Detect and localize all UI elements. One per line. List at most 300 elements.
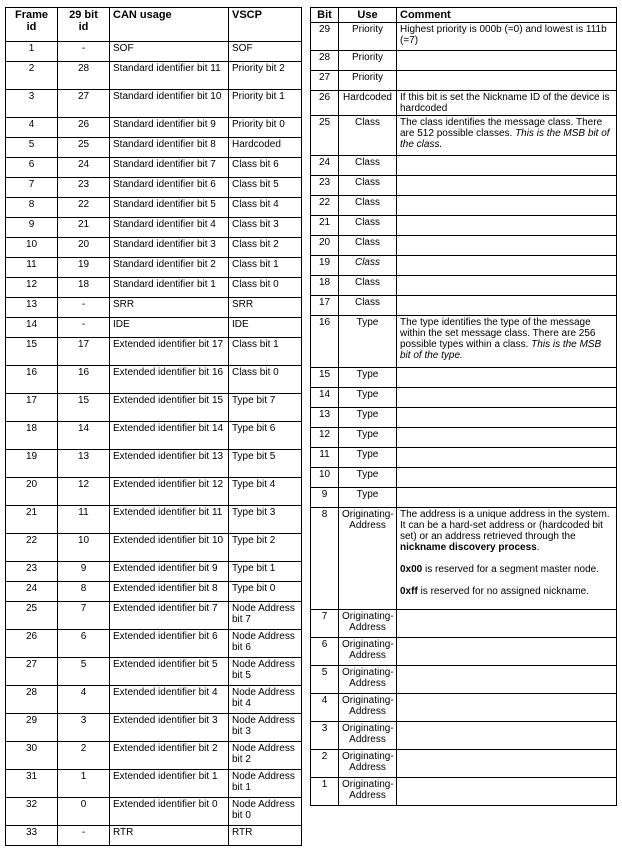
- table-row: [311, 666, 617, 694]
- can-usage-cell: Extended identifier bit 12: [110, 478, 229, 506]
- col-header-vscp: VSCP: [229, 8, 302, 42]
- table-row: [6, 770, 302, 798]
- table-row: [6, 798, 302, 826]
- vscp-cell: Class bit 4: [229, 198, 302, 218]
- vscp-cell: Node Address bit 6: [229, 630, 302, 658]
- can-usage-cell: Extended identifier bit 10: [110, 534, 229, 562]
- can-usage-cell: Standard identifier bit 9: [110, 118, 229, 138]
- bit-cell: 5: [311, 666, 339, 694]
- comment-cell: [397, 256, 617, 276]
- vscp-cell: Type bit 4: [229, 478, 302, 506]
- frame-id-cell: 1: [6, 42, 58, 62]
- table-row: [311, 296, 617, 316]
- vscp-cell: Node Address bit 3: [229, 714, 302, 742]
- table-row: [311, 71, 617, 91]
- col-header-use: Use: [339, 8, 397, 23]
- bit-id-cell: 26: [58, 118, 110, 138]
- comment-cell: [397, 468, 617, 488]
- use-cell: Type: [339, 368, 397, 388]
- bit-id-cell: 4: [58, 686, 110, 714]
- use-cell: Type: [339, 316, 397, 368]
- comment-cell: [397, 388, 617, 408]
- bit-id-cell: 17: [58, 338, 110, 366]
- table-row: [6, 742, 302, 770]
- frame-id-cell: 29: [6, 714, 58, 742]
- bit-id-cell: 22: [58, 198, 110, 218]
- bit-id-cell: 15: [58, 394, 110, 422]
- frame-id-cell: 23: [6, 562, 58, 582]
- frame-id-cell: 17: [6, 394, 58, 422]
- can-usage-cell: Extended identifier bit 7: [110, 602, 229, 630]
- table-row: [311, 236, 617, 256]
- bit-id-cell: -: [58, 318, 110, 338]
- bit-cell: 8: [311, 508, 339, 610]
- table-row: [6, 118, 302, 138]
- frame-id-cell: 16: [6, 366, 58, 394]
- table-row: [6, 826, 302, 846]
- vscp-cell: Type bit 2: [229, 534, 302, 562]
- vscp-cell: Hardcoded: [229, 138, 302, 158]
- table-row: [311, 276, 617, 296]
- table-row: [6, 238, 302, 258]
- vscp-cell: Class bit 0: [229, 366, 302, 394]
- can-usage-cell: Extended identifier bit 1: [110, 770, 229, 798]
- vscp-cell: Priority bit 0: [229, 118, 302, 138]
- table-row: [311, 408, 617, 428]
- bit-id-cell: 3: [58, 714, 110, 742]
- bit-cell: 12: [311, 428, 339, 448]
- bit-id-cell: 23: [58, 178, 110, 198]
- bit-id-cell: 9: [58, 562, 110, 582]
- comment-cell: [397, 638, 617, 666]
- bit-id-cell: -: [58, 826, 110, 846]
- comment-text: 0xff: [400, 586, 418, 597]
- comment-cell: [397, 91, 617, 116]
- table-row: [6, 714, 302, 742]
- comment-cell: [397, 276, 617, 296]
- table-row: [6, 366, 302, 394]
- table-row: [311, 256, 617, 276]
- vscp-cell: SOF: [229, 42, 302, 62]
- bit-cell: 7: [311, 610, 339, 638]
- comment-text: is reserved for a segment master node.: [425, 564, 599, 575]
- vscp-cell: RTR: [229, 826, 302, 846]
- frame-id-cell: 22: [6, 534, 58, 562]
- header-row: [311, 8, 617, 23]
- frame-id-cell: 3: [6, 90, 58, 118]
- vscp-cell: IDE: [229, 318, 302, 338]
- bit-id-cell: 12: [58, 478, 110, 506]
- comment-cell: [397, 610, 617, 638]
- bit-cell: 19: [311, 256, 339, 276]
- table-row: [6, 138, 302, 158]
- bit-id-cell: 28: [58, 62, 110, 90]
- bit-cell: 11: [311, 448, 339, 468]
- use-cell: Type: [339, 488, 397, 508]
- table-row: [6, 338, 302, 366]
- vscp-cell: Class bit 6: [229, 158, 302, 178]
- comment-text: nickname discovery process: [400, 542, 537, 553]
- bit-id-cell: 11: [58, 506, 110, 534]
- table-row: [311, 638, 617, 666]
- bit-cell: 16: [311, 316, 339, 368]
- can-usage-cell: Standard identifier bit 5: [110, 198, 229, 218]
- use-cell: Originating-Address: [339, 508, 397, 610]
- vscp-cell: Node Address bit 5: [229, 658, 302, 686]
- can-usage-cell: Standard identifier bit 4: [110, 218, 229, 238]
- comment-cell: [397, 23, 617, 51]
- comment-cell: [397, 176, 617, 196]
- vscp-cell: Class bit 3: [229, 218, 302, 238]
- use-cell: Priority: [339, 71, 397, 91]
- vscp-cell: Node Address bit 7: [229, 602, 302, 630]
- comment-cell: [397, 694, 617, 722]
- bit-id-cell: 0: [58, 798, 110, 826]
- table-row: [311, 694, 617, 722]
- table-row: [311, 116, 617, 156]
- vscp-cell: Class bit 1: [229, 258, 302, 278]
- col-header-29bit-id: 29 bit id: [58, 8, 110, 42]
- bit-cell: 3: [311, 722, 339, 750]
- table-row: [6, 90, 302, 118]
- comment-text: This is the MSB bit of the class.: [400, 128, 610, 150]
- comment-text: Highest priority is 000b (=0) and lowest is 111b (=7): [400, 24, 607, 46]
- can-usage-cell: Standard identifier bit 7: [110, 158, 229, 178]
- frame-id-cell: 11: [6, 258, 58, 278]
- frame-id-cell: 8: [6, 198, 58, 218]
- table-row: [6, 394, 302, 422]
- table-row: [311, 722, 617, 750]
- use-cell: Originating-Address: [339, 610, 397, 638]
- frame-id-cell: 24: [6, 582, 58, 602]
- bit-cell: 15: [311, 368, 339, 388]
- vscp-cell: Class bit 5: [229, 178, 302, 198]
- can-usage-cell: Standard identifier bit 2: [110, 258, 229, 278]
- frame-id-cell: 12: [6, 278, 58, 298]
- can-usage-cell: Standard identifier bit 1: [110, 278, 229, 298]
- comment-cell: [397, 428, 617, 448]
- table-row: [311, 750, 617, 778]
- vscp-cell: Type bit 3: [229, 506, 302, 534]
- table-row: [6, 630, 302, 658]
- table-row: [6, 298, 302, 318]
- bit-cell: 20: [311, 236, 339, 256]
- bit-cell: 6: [311, 638, 339, 666]
- can-usage-cell: Standard identifier bit 6: [110, 178, 229, 198]
- table-row: [311, 448, 617, 468]
- frame-id-cell: 33: [6, 826, 58, 846]
- bit-usage-table: [310, 7, 617, 806]
- use-cell: Type: [339, 468, 397, 488]
- vscp-cell: Class bit 0: [229, 278, 302, 298]
- can-usage-cell: Extended identifier bit 0: [110, 798, 229, 826]
- bit-cell: 25: [311, 116, 339, 156]
- table-row: [6, 506, 302, 534]
- bit-id-cell: 1: [58, 770, 110, 798]
- can-usage-cell: Extended identifier bit 3: [110, 714, 229, 742]
- table-row: [6, 422, 302, 450]
- frame-id-cell: 30: [6, 742, 58, 770]
- table-row: [6, 158, 302, 178]
- bit-id-cell: 21: [58, 218, 110, 238]
- frame-id-cell: 25: [6, 602, 58, 630]
- table-row: [6, 658, 302, 686]
- comment-cell: [397, 296, 617, 316]
- bit-cell: 22: [311, 196, 339, 216]
- can-usage-cell: Extended identifier bit 8: [110, 582, 229, 602]
- table-row: [6, 602, 302, 630]
- use-cell: Class: [339, 116, 397, 156]
- bit-cell: 23: [311, 176, 339, 196]
- comment-cell: [397, 508, 617, 610]
- use-cell: Class: [339, 296, 397, 316]
- bit-cell: 13: [311, 408, 339, 428]
- table-row: [6, 178, 302, 198]
- col-header-comment: Comment: [397, 8, 617, 23]
- bit-id-cell: 8: [58, 582, 110, 602]
- bit-id-cell: 19: [58, 258, 110, 278]
- comment-cell: [397, 156, 617, 176]
- can-usage-cell: Extended identifier bit 15: [110, 394, 229, 422]
- comment-cell: [397, 408, 617, 428]
- comment-text: The type identifies the type of the message within the set message class. There are 256 possible types within a class.: [400, 317, 596, 350]
- comment-cell: [397, 316, 617, 368]
- comment-cell: [397, 778, 617, 806]
- use-cell: Originating-Address: [339, 778, 397, 806]
- vscp-cell: Type bit 1: [229, 562, 302, 582]
- table-row: [311, 388, 617, 408]
- bit-id-cell: 2: [58, 742, 110, 770]
- can-usage-cell: Extended identifier bit 17: [110, 338, 229, 366]
- use-cell: Hardcoded: [339, 91, 397, 116]
- bit-cell: 26: [311, 91, 339, 116]
- bit-id-cell: 13: [58, 450, 110, 478]
- vscp-cell: Node Address bit 4: [229, 686, 302, 714]
- comment-cell: [397, 216, 617, 236]
- can-usage-cell: Extended identifier bit 9: [110, 562, 229, 582]
- frame-id-cell: 9: [6, 218, 58, 238]
- table-row: [311, 508, 617, 610]
- vscp-cell: Priority bit 1: [229, 90, 302, 118]
- use-cell: Originating-Address: [339, 750, 397, 778]
- bit-id-cell: 6: [58, 630, 110, 658]
- table-row: [311, 176, 617, 196]
- bit-cell: 14: [311, 388, 339, 408]
- frame-id-cell: 28: [6, 686, 58, 714]
- frame-id-cell: 6: [6, 158, 58, 178]
- table-row: [311, 428, 617, 448]
- frame-id-cell: 14: [6, 318, 58, 338]
- frame-id-cell: 5: [6, 138, 58, 158]
- use-cell: Type: [339, 408, 397, 428]
- comment-text: 0x00: [400, 564, 423, 575]
- header-row: [6, 8, 302, 42]
- use-cell: Type: [339, 448, 397, 468]
- frame-id-cell: 19: [6, 450, 58, 478]
- frame-id-cell: 18: [6, 422, 58, 450]
- comment-cell: [397, 236, 617, 256]
- bit-id-cell: 5: [58, 658, 110, 686]
- bit-id-cell: 25: [58, 138, 110, 158]
- frame-id-cell: 20: [6, 478, 58, 506]
- table-row: [311, 51, 617, 71]
- table-row: [311, 468, 617, 488]
- can-usage-cell: Extended identifier bit 14: [110, 422, 229, 450]
- table-row: [6, 278, 302, 298]
- frame-id-cell: 2: [6, 62, 58, 90]
- comment-text: is reserved for no assigned nickname.: [417, 586, 589, 597]
- bit-id-cell: 27: [58, 90, 110, 118]
- can-usage-cell: Extended identifier bit 6: [110, 630, 229, 658]
- bit-cell: 18: [311, 276, 339, 296]
- table-row: [6, 582, 302, 602]
- table-row: [6, 198, 302, 218]
- can-usage-cell: Standard identifier bit 11: [110, 62, 229, 90]
- use-cell: Class: [339, 276, 397, 296]
- vscp-cell: Type bit 6: [229, 422, 302, 450]
- table-row: [311, 196, 617, 216]
- use-cell: Class: [339, 176, 397, 196]
- col-header-can-usage: CAN usage: [110, 8, 229, 42]
- frame-id-cell: 26: [6, 630, 58, 658]
- frame-id-cell: 10: [6, 238, 58, 258]
- vscp-cell: SRR: [229, 298, 302, 318]
- comment-cell: [397, 196, 617, 216]
- table-row: [6, 534, 302, 562]
- bit-cell: 17: [311, 296, 339, 316]
- bit-id-cell: -: [58, 298, 110, 318]
- bit-id-cell: 20: [58, 238, 110, 258]
- table-row: [6, 562, 302, 582]
- table-row: [311, 778, 617, 806]
- vscp-cell: Type bit 0: [229, 582, 302, 602]
- bit-cell: 4: [311, 694, 339, 722]
- bit-id-cell: 18: [58, 278, 110, 298]
- comment-cell: [397, 488, 617, 508]
- bit-id-cell: 24: [58, 158, 110, 178]
- comment-cell: [397, 71, 617, 91]
- use-cell: Priority: [339, 51, 397, 71]
- frame-id-cell: 15: [6, 338, 58, 366]
- bit-cell: 27: [311, 71, 339, 91]
- can-usage-cell: Extended identifier bit 4: [110, 686, 229, 714]
- table-row: [6, 450, 302, 478]
- table-row: [311, 91, 617, 116]
- can-usage-cell: Standard identifier bit 10: [110, 90, 229, 118]
- can-usage-cell: Extended identifier bit 2: [110, 742, 229, 770]
- table-row: [311, 368, 617, 388]
- vscp-cell: Node Address bit 2: [229, 742, 302, 770]
- table-row: [6, 686, 302, 714]
- table-row: [6, 218, 302, 238]
- frame-id-cell: 27: [6, 658, 58, 686]
- bit-cell: 24: [311, 156, 339, 176]
- can-usage-cell: SRR: [110, 298, 229, 318]
- vscp-cell: Class bit 1: [229, 338, 302, 366]
- table-row: [6, 42, 302, 62]
- can-usage-cell: IDE: [110, 318, 229, 338]
- frame-id-cell: 4: [6, 118, 58, 138]
- bit-id-cell: -: [58, 42, 110, 62]
- comment-cell: [397, 666, 617, 694]
- can-usage-cell: RTR: [110, 826, 229, 846]
- comment-text: This is the MSB bit of the type.: [400, 339, 602, 361]
- use-cell: Type: [339, 388, 397, 408]
- table-row: [6, 318, 302, 338]
- bit-cell: 28: [311, 51, 339, 71]
- frame-id-cell: 31: [6, 770, 58, 798]
- col-header-frame-id: Frame id: [6, 8, 58, 42]
- frame-id-cell: 7: [6, 178, 58, 198]
- table-row: [311, 610, 617, 638]
- bit-cell: 9: [311, 488, 339, 508]
- vscp-cell: Priority bit 2: [229, 62, 302, 90]
- vscp-cell: Type bit 7: [229, 394, 302, 422]
- table-row: [6, 478, 302, 506]
- can-usage-cell: Extended identifier bit 11: [110, 506, 229, 534]
- bit-cell: 21: [311, 216, 339, 236]
- table-row: [311, 156, 617, 176]
- can-frame-table: [5, 7, 302, 846]
- use-cell: Class: [339, 216, 397, 236]
- bit-id-cell: 14: [58, 422, 110, 450]
- use-cell: Class: [339, 196, 397, 216]
- table-row: [311, 488, 617, 508]
- table-row: [6, 62, 302, 90]
- use-cell: Originating-Address: [339, 638, 397, 666]
- table-row: [311, 316, 617, 368]
- comment-cell: [397, 51, 617, 71]
- use-cell: Priority: [339, 23, 397, 51]
- comment-cell: [397, 722, 617, 750]
- use-cell: Originating-Address: [339, 694, 397, 722]
- bit-id-cell: 10: [58, 534, 110, 562]
- comment-text: The class identifies the message class. There are 512 possible classes.: [400, 117, 603, 139]
- table-row: [311, 216, 617, 236]
- col-header-bit: Bit: [311, 8, 339, 23]
- bit-id-cell: 7: [58, 602, 110, 630]
- frame-id-cell: 21: [6, 506, 58, 534]
- can-usage-cell: Standard identifier bit 3: [110, 238, 229, 258]
- table-row: [6, 258, 302, 278]
- bit-id-cell: 16: [58, 366, 110, 394]
- frame-id-cell: 13: [6, 298, 58, 318]
- can-usage-cell: Extended identifier bit 16: [110, 366, 229, 394]
- vscp-cell: Class bit 2: [229, 238, 302, 258]
- bit-cell: 2: [311, 750, 339, 778]
- use-cell: Class: [339, 256, 397, 276]
- vscp-cell: Type bit 5: [229, 450, 302, 478]
- use-cell: Class: [339, 236, 397, 256]
- comment-cell: [397, 750, 617, 778]
- comment-text: If this bit is set the Nickname ID of the device is hardcoded: [400, 92, 610, 114]
- vscp-cell: Node Address bit 0: [229, 798, 302, 826]
- table-row: [311, 23, 617, 51]
- bit-cell: 10: [311, 468, 339, 488]
- vscp-cell: Node Address bit 1: [229, 770, 302, 798]
- comment-cell: [397, 448, 617, 468]
- use-cell: Type: [339, 428, 397, 448]
- comment-text: .: [536, 542, 540, 553]
- bit-cell: 29: [311, 23, 339, 51]
- use-cell: Class: [339, 156, 397, 176]
- can-usage-cell: Standard identifier bit 8: [110, 138, 229, 158]
- use-cell: Originating-Address: [339, 666, 397, 694]
- comment-text: The address is a unique address in the system. It can be a hard-set address or (hardcoded bit set) or an address retrieved through the: [400, 509, 610, 542]
- can-usage-cell: Extended identifier bit 5: [110, 658, 229, 686]
- bit-cell: 1: [311, 778, 339, 806]
- frame-id-cell: 32: [6, 798, 58, 826]
